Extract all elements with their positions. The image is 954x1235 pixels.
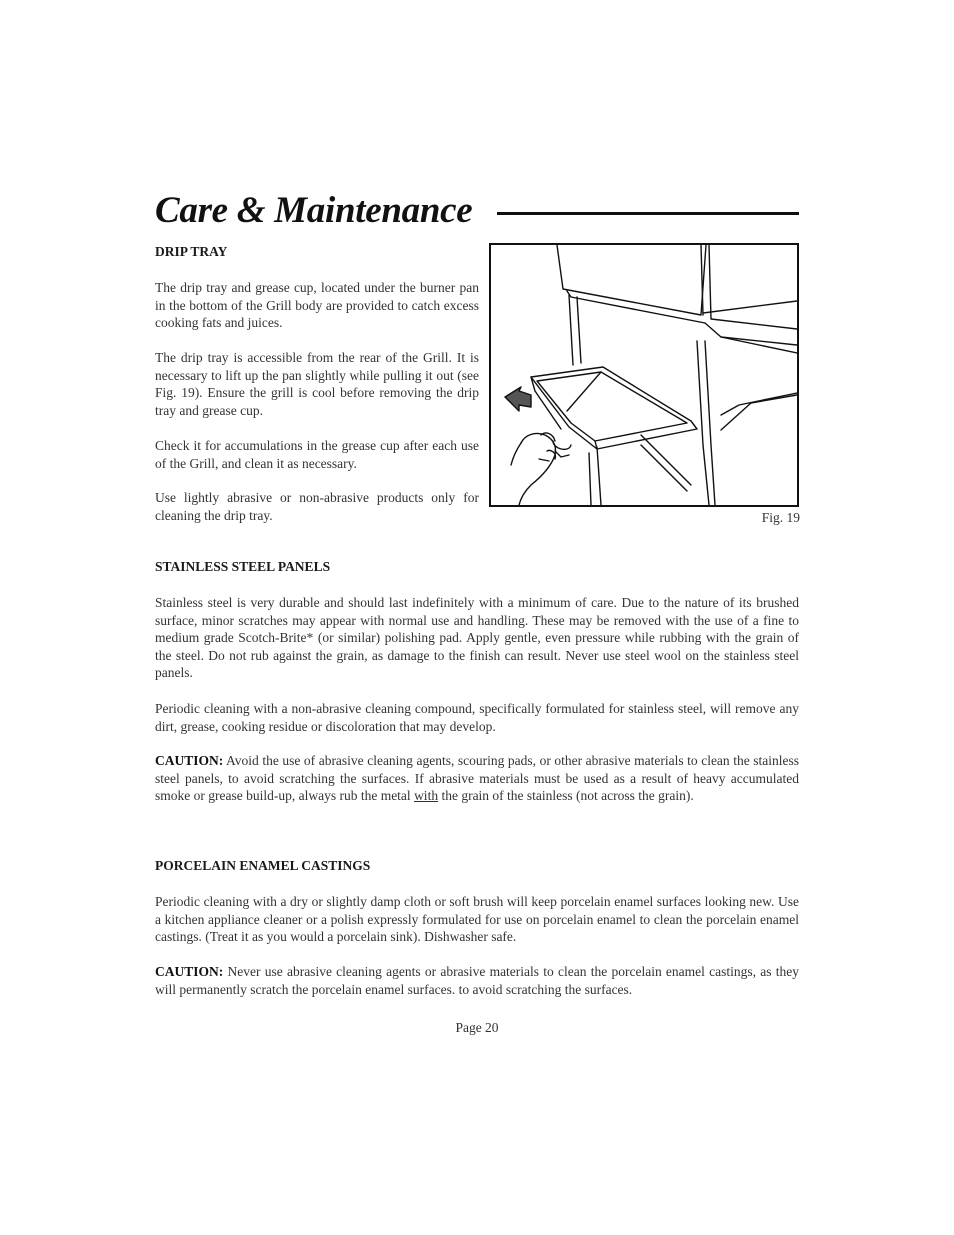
page-title: Care & Maintenance bbox=[155, 190, 473, 231]
stainless-caution-label: CAUTION: bbox=[155, 753, 224, 768]
drip-tray-paragraph-4: Use lightly abrasive or non-abrasive products only for cleaning the drip tray. bbox=[155, 490, 479, 523]
porcelain-heading: PORCELAIN ENAMEL CASTINGS bbox=[155, 858, 371, 873]
page-number: Page 20 bbox=[455, 1020, 499, 1035]
stainless-caution-text: Avoid the use of abrasive cleaning agents, scouring pads, or other abrasive materials to clean the stainless steel panels, to avoid scratching the surfaces. If abrasive materials must be used as a result of heavy accumulated smoke or grease build-up, always rub the metal bbox=[155, 753, 799, 804]
stainless-paragraph-1: Stainless steel is very durable and should last indefinitely with a minimum of care. Due to the nature of its brushed surface, minor scratches may appear with normal use and handling. These may be removed with the use of a fine to medium grade Scotch-Brite* (or similar) polishing pad. Apply gentle, even pressure while rubbing with the grain of the steel. Do not rub against the grain, as damage to the finish can result. Never use steel wool on the stainless steel panels. bbox=[155, 595, 799, 681]
stainless-caution bbox=[155, 752, 799, 805]
stainless-caution-underlined: with bbox=[414, 788, 439, 804]
title-rule bbox=[497, 212, 799, 215]
porcelain-caution-label: CAUTION: bbox=[155, 964, 224, 979]
drip-tray-paragraph-2: The drip tray is accessible from the rear of the Grill. It is necessary to lift up the pan slightly while pulling it out (see Fig. 19). Ensure the grill is cool before removing the drip tray and grease cup. bbox=[155, 350, 479, 418]
drip-tray-heading: DRIP TRAY bbox=[155, 244, 228, 259]
stainless-heading: STAINLESS STEEL PANELS bbox=[155, 559, 331, 574]
stainless-caution-text-end: the grain of the stainless (not across the grain). bbox=[438, 788, 694, 804]
drip-tray-illustration bbox=[491, 245, 797, 505]
stainless-paragraph-2: Periodic cleaning with a non-abrasive cleaning compound, specifically formulated for stainless steel, will remove any dirt, grease, cooking residue or discoloration that may develop. bbox=[155, 701, 799, 734]
porcelain-caution-text: Never use abrasive cleaning agents or abrasive materials to clean the porcelain enamel castings, as they will permanently scratch the porcelain enamel surfaces. to avoid scratching the surfaces. bbox=[155, 964, 799, 997]
porcelain-caution bbox=[155, 963, 799, 998]
drip-tray-figure bbox=[489, 243, 799, 507]
drip-tray-paragraph-3: Check it for accumulations in the grease cup after each use of the Grill, and clean it as necessary. bbox=[155, 438, 479, 471]
title-row bbox=[155, 186, 799, 236]
porcelain-paragraph-1: Periodic cleaning with a dry or slightly damp cloth or soft brush will keep porcelain enamel surfaces looking new. Use a kitchen appliance cleaner or a polish expressly formulated for use on porcelain enamel to clean the porcelain enamel castings. (Treat it as you would a porcelain sink). Dishwasher safe. bbox=[155, 894, 799, 945]
drip-tray-paragraph-1: The drip tray and grease cup, located under the burner pan in the bottom of the Grill body are provided to catch excess cooking fats and juices. bbox=[155, 280, 479, 331]
figure-caption: Fig. 19 bbox=[761, 510, 800, 525]
